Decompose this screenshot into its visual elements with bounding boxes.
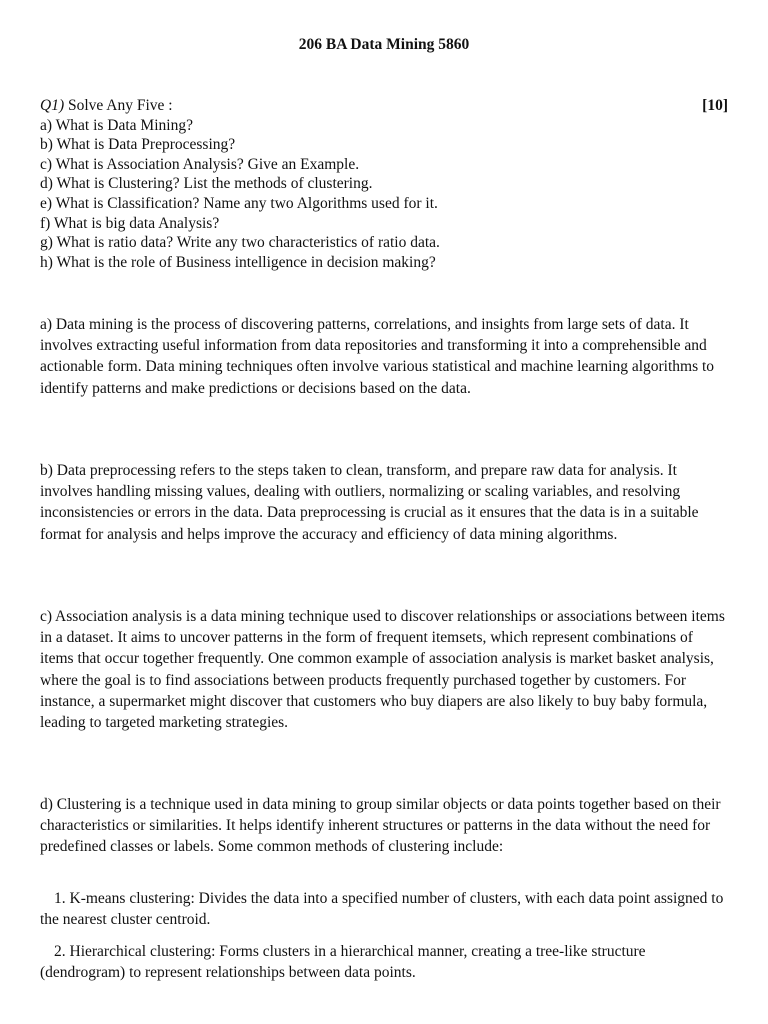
question-item: g) What is ratio data? Write any two characteristics of ratio data. — [40, 234, 440, 252]
question-label: Q1) — [40, 97, 65, 114]
question-item: d) What is Clustering? List the methods of clustering. — [40, 175, 373, 193]
answer-paragraph-b: b) Data preprocessing refers to the steps taken to clean, transform, and prepare raw data for analysis. It involves handling missing values, dealing with outliers, normalizing or scaling variables, and resolving inconsistencies or errors in the data. Data preprocessing is crucial as it ensures that the data is in a suitable format for analysis and helps improve the accuracy and efficiency of data mining algorithms. — [40, 462, 699, 543]
question-item: f) What is big data Analysis? — [40, 214, 220, 232]
question-item: e) What is Classification? Name any two Algorithms used for it. — [40, 194, 438, 212]
clustering-method-item: 1. K-means clustering: Divides the data into a specified number of clusters, with each data point assigned to the nearest cluster centroid. — [40, 890, 724, 929]
answer-paragraph-d: d) Clustering is a technique used in data mining to group similar objects or data points together based on their characteristics or similarities. It helps identify inherent structures or patterns in the data without the need for predefined classes or labels. Some common methods of clustering include: — [40, 796, 721, 856]
document-title: 206 BA Data Mining 5860 — [298, 36, 470, 53]
question-item: h) What is the role of Business intelligence in decision making? — [40, 253, 436, 271]
question-item: a) What is Data Mining? — [40, 116, 193, 134]
question-instruction: Solve Any Five : — [64, 97, 173, 114]
answer-paragraph-c: c) Association analysis is a data mining technique used to discover relationships or associations between items in a dataset. It aims to uncover patterns in the form of frequent itemsets, which represent combinations of items that occur together frequently. One common example of association analysis is market basket analysis, where the goal is to find associations between products frequently purchased together by customers. For instance, a supermarket might discover that customers who buy diapers are also likely to buy baby formula, leading to targeted marketing strategies. — [40, 608, 725, 732]
question-item: c) What is Association Analysis? Give an Example. — [40, 155, 360, 173]
question-marks: [10] — [702, 97, 728, 114]
question-item: b) What is Data Preprocessing? — [40, 136, 236, 154]
answer-paragraph-a: a) Data mining is the process of discovering patterns, correlations, and insights from large sets of data. It involves extracting useful information from data repositories and transforming it into a comprehensible and actionable form. Data mining techniques often involve various statistical and machine learning algorithms to identify patterns and make predictions or decisions based on the data. — [40, 316, 715, 397]
question-header — [40, 96, 728, 116]
question-block — [40, 96, 728, 272]
clustering-method-item: 2. Hierarchical clustering: Forms clusters in a hierarchical manner, creating a tree-like structure (dendrogram) to represent relationships between data points. — [40, 943, 646, 982]
question-prompt — [40, 96, 173, 116]
